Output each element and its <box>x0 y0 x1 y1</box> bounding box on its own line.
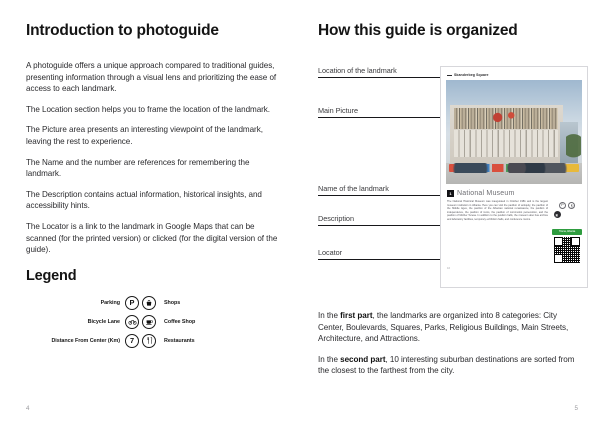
legend-label-parking: Parking <box>100 299 120 306</box>
card-description: The National Historical Museum was inaugurated in October 1981 and is the largest museum institution in Albania. Here you can visit the pavilion of antiquity, the pavilion of the Middle Ages, the pavilion of the Albanian national renaissance, the pavilion of independence, the pavilion of icons, the pavilion of communist persecution, and the pavilion of Mother Teresa. In addition to the pavilion halls, the museum also has archive and laboratory facilities, temporary exhibition halls, and conference rooms. <box>447 200 548 221</box>
intro-paragraph-1: A photoguide offers a unique approach compared to traditional guides, presenting information through a visual lens and prioritizing the ease of access to each landmark. <box>26 61 277 94</box>
fork-knife-icon <box>568 202 575 209</box>
annotation-rule <box>318 117 440 118</box>
intro-paragraph-2: The Location section helps you to frame the location of the landmark. <box>26 104 271 114</box>
card-main-picture <box>446 80 582 184</box>
page-number-right: 5 <box>574 405 578 412</box>
annotation-rule <box>318 259 440 260</box>
page-number-left: 4 <box>26 405 30 412</box>
location-dash-icon <box>447 75 452 76</box>
card-number-badge: 1 <box>447 190 454 197</box>
example-landmark-card <box>440 66 588 288</box>
card-amenity-icons-row2 <box>551 211 584 218</box>
intro-paragraph-5: The Description contains actual information, historical insights, and accessibility hints. <box>26 189 262 211</box>
card-locator-column <box>552 200 582 263</box>
photo-mosaic-mural <box>454 108 557 129</box>
paragraph-1-bold: first part <box>340 311 373 320</box>
coffee-cup-icon <box>142 315 156 329</box>
annotation-main-picture <box>318 106 440 118</box>
card-name-row <box>447 190 582 197</box>
card-landmark-name: National Museum <box>457 190 515 197</box>
annotation-name <box>318 184 440 196</box>
card-map-chip[interactable]: Tirana, Albania <box>552 229 582 235</box>
intro-paragraph-3: The Picture area presents an interesting viewpoint of the landmark, leaving the rest to experience. <box>26 125 263 146</box>
distance-glyph: 7 <box>129 336 135 346</box>
legend-rows <box>26 296 278 348</box>
annotation-location-label: Location of the landmark <box>318 66 397 75</box>
shopping-bag-icon <box>142 296 156 310</box>
annotation-rule <box>318 77 440 78</box>
annotation-description-label: Description <box>318 214 354 223</box>
bicycle-icon <box>125 315 139 329</box>
photo-tree <box>566 130 581 165</box>
card-page-number: 16 <box>447 265 451 270</box>
intro-paragraphs <box>26 60 278 256</box>
card-location <box>447 73 582 77</box>
legend-row <box>50 334 278 348</box>
parking-icon <box>125 296 139 310</box>
annotation-rule <box>318 225 440 226</box>
annotated-card-diagram <box>318 66 582 296</box>
card-body <box>446 200 582 263</box>
photo-people <box>446 163 582 172</box>
legend-label-coffee-shop: Coffee Shop <box>164 318 196 325</box>
legend-section <box>26 268 278 348</box>
qr-finder-bottom-left <box>554 254 563 263</box>
annotation-name-label: Name of the landmark <box>318 184 389 193</box>
paragraph-2-prefix: In the <box>318 354 341 364</box>
coffee-cup-icon <box>554 211 561 218</box>
legend-label-bicycle-lane: Bicycle Lane <box>87 318 120 325</box>
annotation-location <box>318 66 440 78</box>
paragraph-2-suffix: , 10 interesting suburban destinations are sorted from the closest to the farthest from the city. <box>318 354 575 376</box>
legend-title: Legend <box>26 267 77 284</box>
annotation-rule <box>318 195 440 196</box>
parking-icon: P <box>559 202 566 209</box>
distance-number-icon <box>125 334 139 348</box>
legend-label-restaurants: Restaurants <box>164 337 195 344</box>
annotation-locator-label: Locator <box>318 248 342 257</box>
parking-glyph: P <box>129 298 135 308</box>
legend-label-shops: Shops <box>164 299 181 306</box>
legend-row <box>50 296 278 310</box>
qr-code-icon[interactable] <box>554 237 580 263</box>
annotation-locator <box>318 248 440 260</box>
page-title-left: Introduction to photoguide <box>26 22 219 39</box>
intro-paragraph-6: The Locator is a link to the landmark in Google Maps that can be scanned (for the printed version) or clicked (for the digital version of the guide). <box>26 221 278 255</box>
annotation-main-picture-label: Main Picture <box>318 106 358 115</box>
intro-paragraph-4: The Name and the number are references for remembering the landmark. <box>26 157 250 179</box>
photo-colonnade <box>454 130 557 157</box>
legend-label-distance: Distance From Center (Km) <box>51 337 120 344</box>
legend-row <box>50 315 278 329</box>
annotation-description <box>318 214 440 226</box>
organization-paragraph-2 <box>318 354 582 377</box>
card-location-text: Skanderbeg Square <box>454 73 489 77</box>
right-page <box>300 0 600 426</box>
paragraph-1-prefix: In the <box>318 311 341 320</box>
organization-paragraph-1 <box>318 310 582 345</box>
paragraph-1-suffix: , the landmarks are organized into 8 categories: City Center, Boulevards, Squares, Parks, Religious Buildings, Main Streets, Architecture, and Attractions. <box>318 311 569 344</box>
page-title-right: How this guide is organized <box>318 22 518 39</box>
fork-knife-icon <box>142 334 156 348</box>
card-amenity-icons <box>559 202 575 209</box>
paragraph-2-bold: second part <box>340 354 386 364</box>
